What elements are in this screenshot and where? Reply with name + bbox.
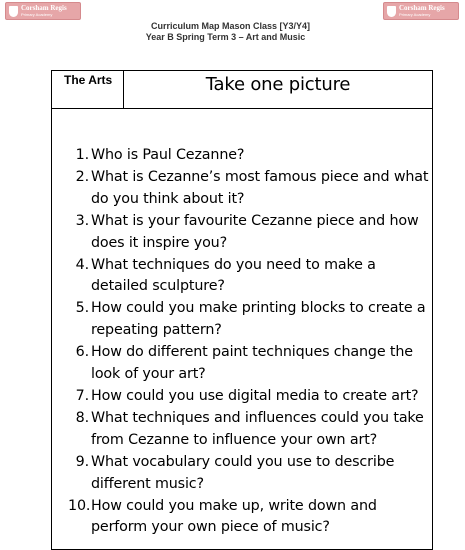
question-text: What is Cezanne’s most famous piece and what do you think about it? <box>91 168 429 207</box>
document-header <box>0 21 465 43</box>
question-number: 8. <box>75 409 89 426</box>
header-line-2: Year B Spring Term 3 – Art and Music <box>145 32 306 42</box>
logo-subtitle: Primary Academy <box>21 12 53 17</box>
header-line-1: Curriculum Map Mason Class [Y3/Y4] <box>150 21 311 31</box>
question-text: What vocabulary could you use to describe different music? <box>91 453 395 492</box>
question-item <box>68 386 432 408</box>
question-item <box>68 255 432 299</box>
question-number: 9. <box>75 453 89 470</box>
table-header-row <box>52 71 432 109</box>
crest-icon <box>9 6 18 17</box>
question-item <box>68 167 432 211</box>
question-text: What is your favourite Cezanne piece and how does it inspire you? <box>91 212 419 251</box>
question-text: What techniques and influences could you take from Cezanne to influence your own art? <box>91 409 424 448</box>
question-number: 5. <box>75 300 89 317</box>
question-number: 2. <box>75 168 89 185</box>
question-number: 3. <box>75 212 89 229</box>
school-logo-right <box>383 2 459 20</box>
question-item <box>68 342 432 386</box>
title-cell: Take one picture <box>205 74 351 95</box>
question-item <box>68 298 432 342</box>
question-item <box>68 145 432 167</box>
question-text: How could you use digital media to create art? <box>91 387 419 404</box>
subject-cell: The Arts <box>52 71 124 108</box>
question-number: 4. <box>75 256 89 273</box>
question-item <box>68 452 432 496</box>
question-text: What techniques do you need to make a detailed sculpture? <box>91 256 376 295</box>
question-number: 1. <box>75 147 89 163</box>
question-text: How could you make up, write down and perform your own piece of music? <box>91 497 377 536</box>
crest-icon <box>387 6 396 17</box>
logo-name: Corsham Regis <box>21 4 67 12</box>
question-number: 7. <box>75 387 89 404</box>
question-item <box>68 408 432 452</box>
question-text: How do different paint techniques change the look of your art? <box>91 344 413 383</box>
questions-table <box>51 70 433 550</box>
logo-name: Corsham Regis <box>399 4 445 12</box>
school-logo-left <box>5 2 81 20</box>
logo-subtitle: Primary Academy <box>399 12 431 17</box>
question-text: How could you make printing blocks to create a repeating pattern? <box>91 300 426 339</box>
question-number: 10. <box>68 497 91 514</box>
question-item <box>68 496 432 540</box>
question-number: 6. <box>75 344 89 361</box>
question-text: Who is Paul Cezanne? <box>91 147 245 163</box>
question-item <box>68 211 432 255</box>
question-list <box>52 109 432 549</box>
